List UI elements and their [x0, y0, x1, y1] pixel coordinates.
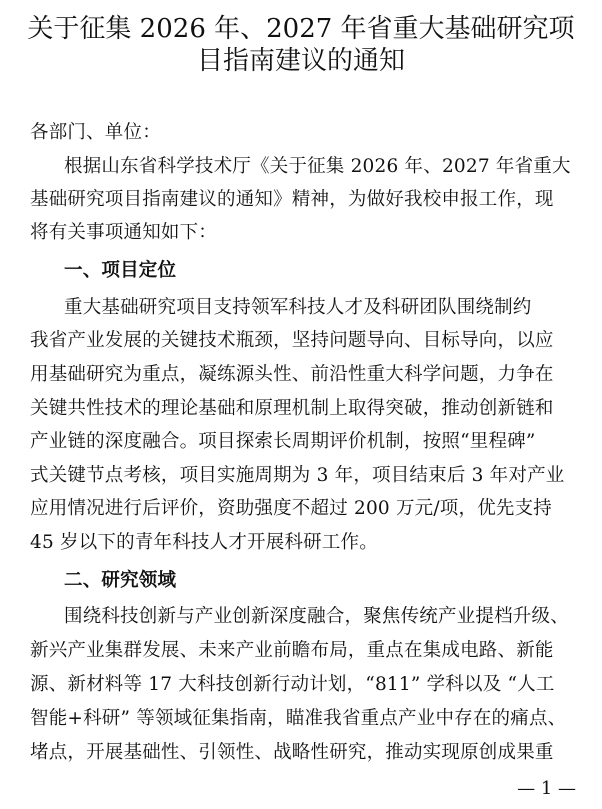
document-title-line-1: 关于征集 2026 年、2027 年省重大基础研究项 — [27, 14, 575, 44]
section-1-line-5: 产业链的深度融合。项目探索长周期评价机制，按照“里程碑” — [30, 431, 536, 452]
section-1-line-3: 用基础研究为重点，凝练源头性、前沿性重大科学问题，力争在 — [30, 364, 554, 385]
section-2-line-1: 围绕科技创新与产业创新深度融合，聚焦传统产业提档升级、 — [64, 606, 569, 627]
section-1-line-7: 应用情况进行后评价，资助强度不超过 200 万元/项，优先支持 — [30, 498, 553, 519]
salutation: 各部门、单位： — [30, 122, 161, 143]
section-1-line-2: 我省产业发展的关键技术瓶颈，坚持问题导向、目标导向，以应 — [30, 330, 554, 351]
section-1-line-1: 重大基础研究项目支持领军科技人才及科研团队围绕制约 — [64, 297, 532, 318]
section-1-line-8: 45 岁以下的青年科技人才开展科研工作。 — [30, 532, 378, 553]
section-2-line-4: 智能+科研” 等领域征集指南，瞄准我省重点产业中存在的痛点、 — [30, 708, 567, 729]
document-title-line-2: 目指南建议的通知 — [196, 46, 405, 76]
intro-line-1: 根据山东省科学技术厅《关于征集 2026 年、2027 年省重大 — [64, 156, 571, 177]
section-1-line-4: 关键共性技术的理论基础和原理机制上取得突破，推动创新链和 — [30, 398, 554, 419]
section-1-heading: 一、项目定位 — [64, 260, 177, 281]
section-1-line-6: 式关键节点考核，项目实施周期为 3 年，项目结束后 3 年对产业 — [30, 465, 565, 486]
section-2-line-2: 新兴产业集群发展、未来产业前瞻布局，重点在集成电路、新能 — [30, 640, 554, 661]
page-number: — 1 — — [517, 778, 576, 799]
section-2-line-3: 源、新材料等 17 大科技创新行动计划，“811” 学科以及 “人工 — [30, 674, 555, 695]
section-2-line-5: 堵点，开展基础性、引领性、战略性研究，推动实现原创成果重 — [30, 742, 554, 763]
intro-line-2: 基础研究项目指南建议的通知》精神，为做好我校申报工作，现 — [30, 189, 554, 210]
intro-line-3: 将有关事项通知如下： — [30, 222, 218, 243]
section-2-heading: 二、研究领域 — [64, 570, 177, 591]
